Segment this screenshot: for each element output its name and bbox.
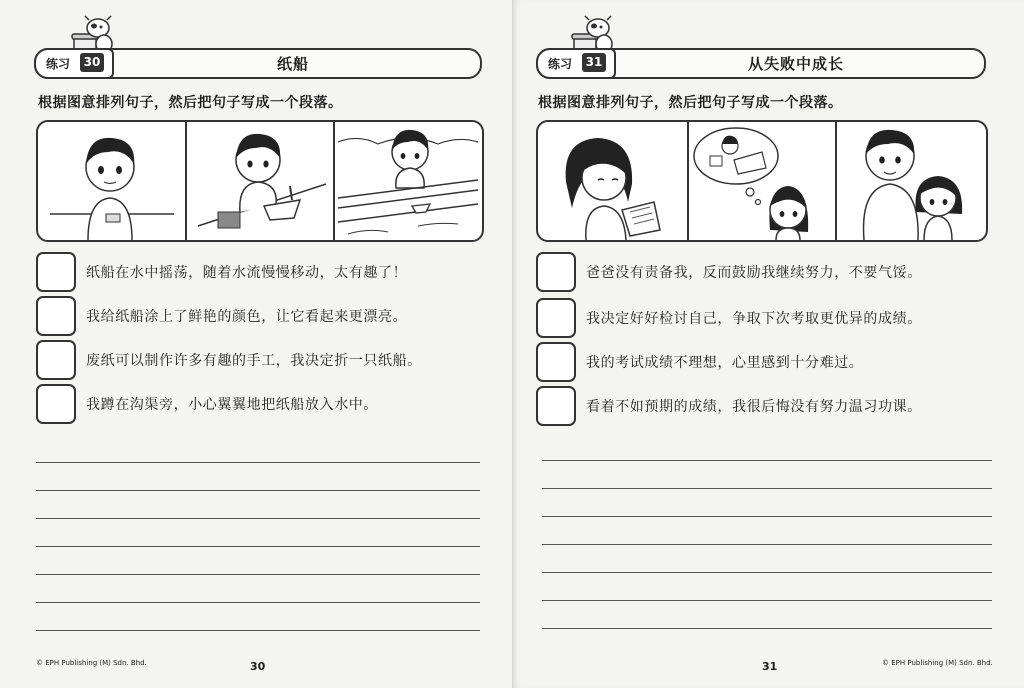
page-number: 30 (250, 660, 266, 673)
writing-line[interactable] (36, 490, 480, 491)
writing-line[interactable] (542, 628, 992, 629)
sentence-text: 废纸可以制作许多有趣的手工，我决定折一只纸船。 (86, 353, 422, 369)
writing-line[interactable] (36, 630, 480, 631)
picture-panels (36, 120, 484, 242)
boy-with-paper-illustration (50, 138, 174, 240)
page-number: 31 (762, 660, 778, 673)
exercise-header (536, 48, 986, 79)
order-number-box[interactable] (36, 340, 76, 380)
exercise-tab (34, 48, 114, 79)
exercise-tab-label: 练习 (46, 57, 71, 71)
boy-at-drain-illustration (338, 130, 478, 234)
writing-line[interactable] (36, 518, 480, 519)
instruction-text: 根据图意排列句子，然后把句子写成一个段落。 (538, 95, 843, 111)
exercise-number: 30 (80, 53, 104, 72)
copyright-text: © EPH Publishing (M) Sdn. Bhd. (36, 659, 147, 667)
picture-panels (536, 120, 988, 242)
sentence-item (536, 298, 984, 336)
girl-reading-results-illustration (566, 138, 660, 240)
order-number-box[interactable] (536, 386, 576, 426)
boy-painting-boat-illustration (198, 134, 326, 228)
order-number-box[interactable] (36, 252, 76, 292)
writing-line[interactable] (36, 574, 480, 575)
order-number-box[interactable] (536, 252, 576, 292)
writing-line[interactable] (36, 602, 480, 603)
picture-panels-illustration (38, 122, 482, 240)
writing-line[interactable] (542, 460, 992, 461)
exercise-title: 纸船 (276, 55, 309, 73)
writing-line[interactable] (542, 516, 992, 517)
sentence-item (36, 340, 480, 378)
exercise-title: 从失败中成长 (747, 55, 844, 73)
sentence-item (36, 384, 480, 422)
exercise-header (34, 48, 482, 79)
sentence-text: 我决定好好检讨自己，争取下次考取更优异的成绩。 (586, 311, 922, 327)
sentence-text: 我蹲在沟渠旁，小心翼翼地把纸船放入水中。 (86, 397, 378, 413)
writing-line[interactable] (36, 546, 480, 547)
right-page (512, 0, 1024, 688)
picture-panels-illustration (538, 122, 986, 240)
copyright-text: © EPH Publishing (M) Sdn. Bhd. (882, 659, 993, 667)
sentence-item (536, 252, 984, 290)
sentence-item (536, 386, 984, 424)
order-number-box[interactable] (36, 296, 76, 336)
girl-thinking-illustration (694, 128, 808, 240)
sentence-text: 我的考试成绩不理想，心里感到十分难过。 (586, 355, 864, 371)
sentence-text: 纸船在水中摇荡，随着水流慢慢移动，太有趣了！ (86, 265, 408, 281)
exercise-number: 31 (582, 53, 606, 72)
father-comforting-daughter-illustration (864, 130, 963, 240)
writing-line[interactable] (542, 600, 992, 601)
exercise-tab-label: 练习 (548, 57, 573, 71)
sentence-text: 爸爸没有责备我，反而鼓励我继续努力，不要气馁。 (586, 265, 922, 281)
writing-line[interactable] (542, 488, 992, 489)
writing-line[interactable] (36, 462, 480, 463)
writing-line[interactable] (542, 572, 992, 573)
order-number-box[interactable] (536, 342, 576, 382)
writing-line[interactable] (542, 544, 992, 545)
exercise-tab (536, 48, 616, 79)
sentence-text: 我给纸船涂上了鲜艳的颜色，让它看起来更漂亮。 (86, 309, 408, 325)
sentence-text: 看着不如预期的成绩，我很后悔没有努力温习功课。 (586, 399, 922, 415)
sentence-item (36, 296, 480, 334)
instruction-text: 根据图意排列句子，然后把句子写成一个段落。 (38, 95, 343, 111)
sentence-item (536, 342, 984, 380)
sentence-item (36, 252, 480, 290)
order-number-box[interactable] (536, 298, 576, 338)
order-number-box[interactable] (36, 384, 76, 424)
